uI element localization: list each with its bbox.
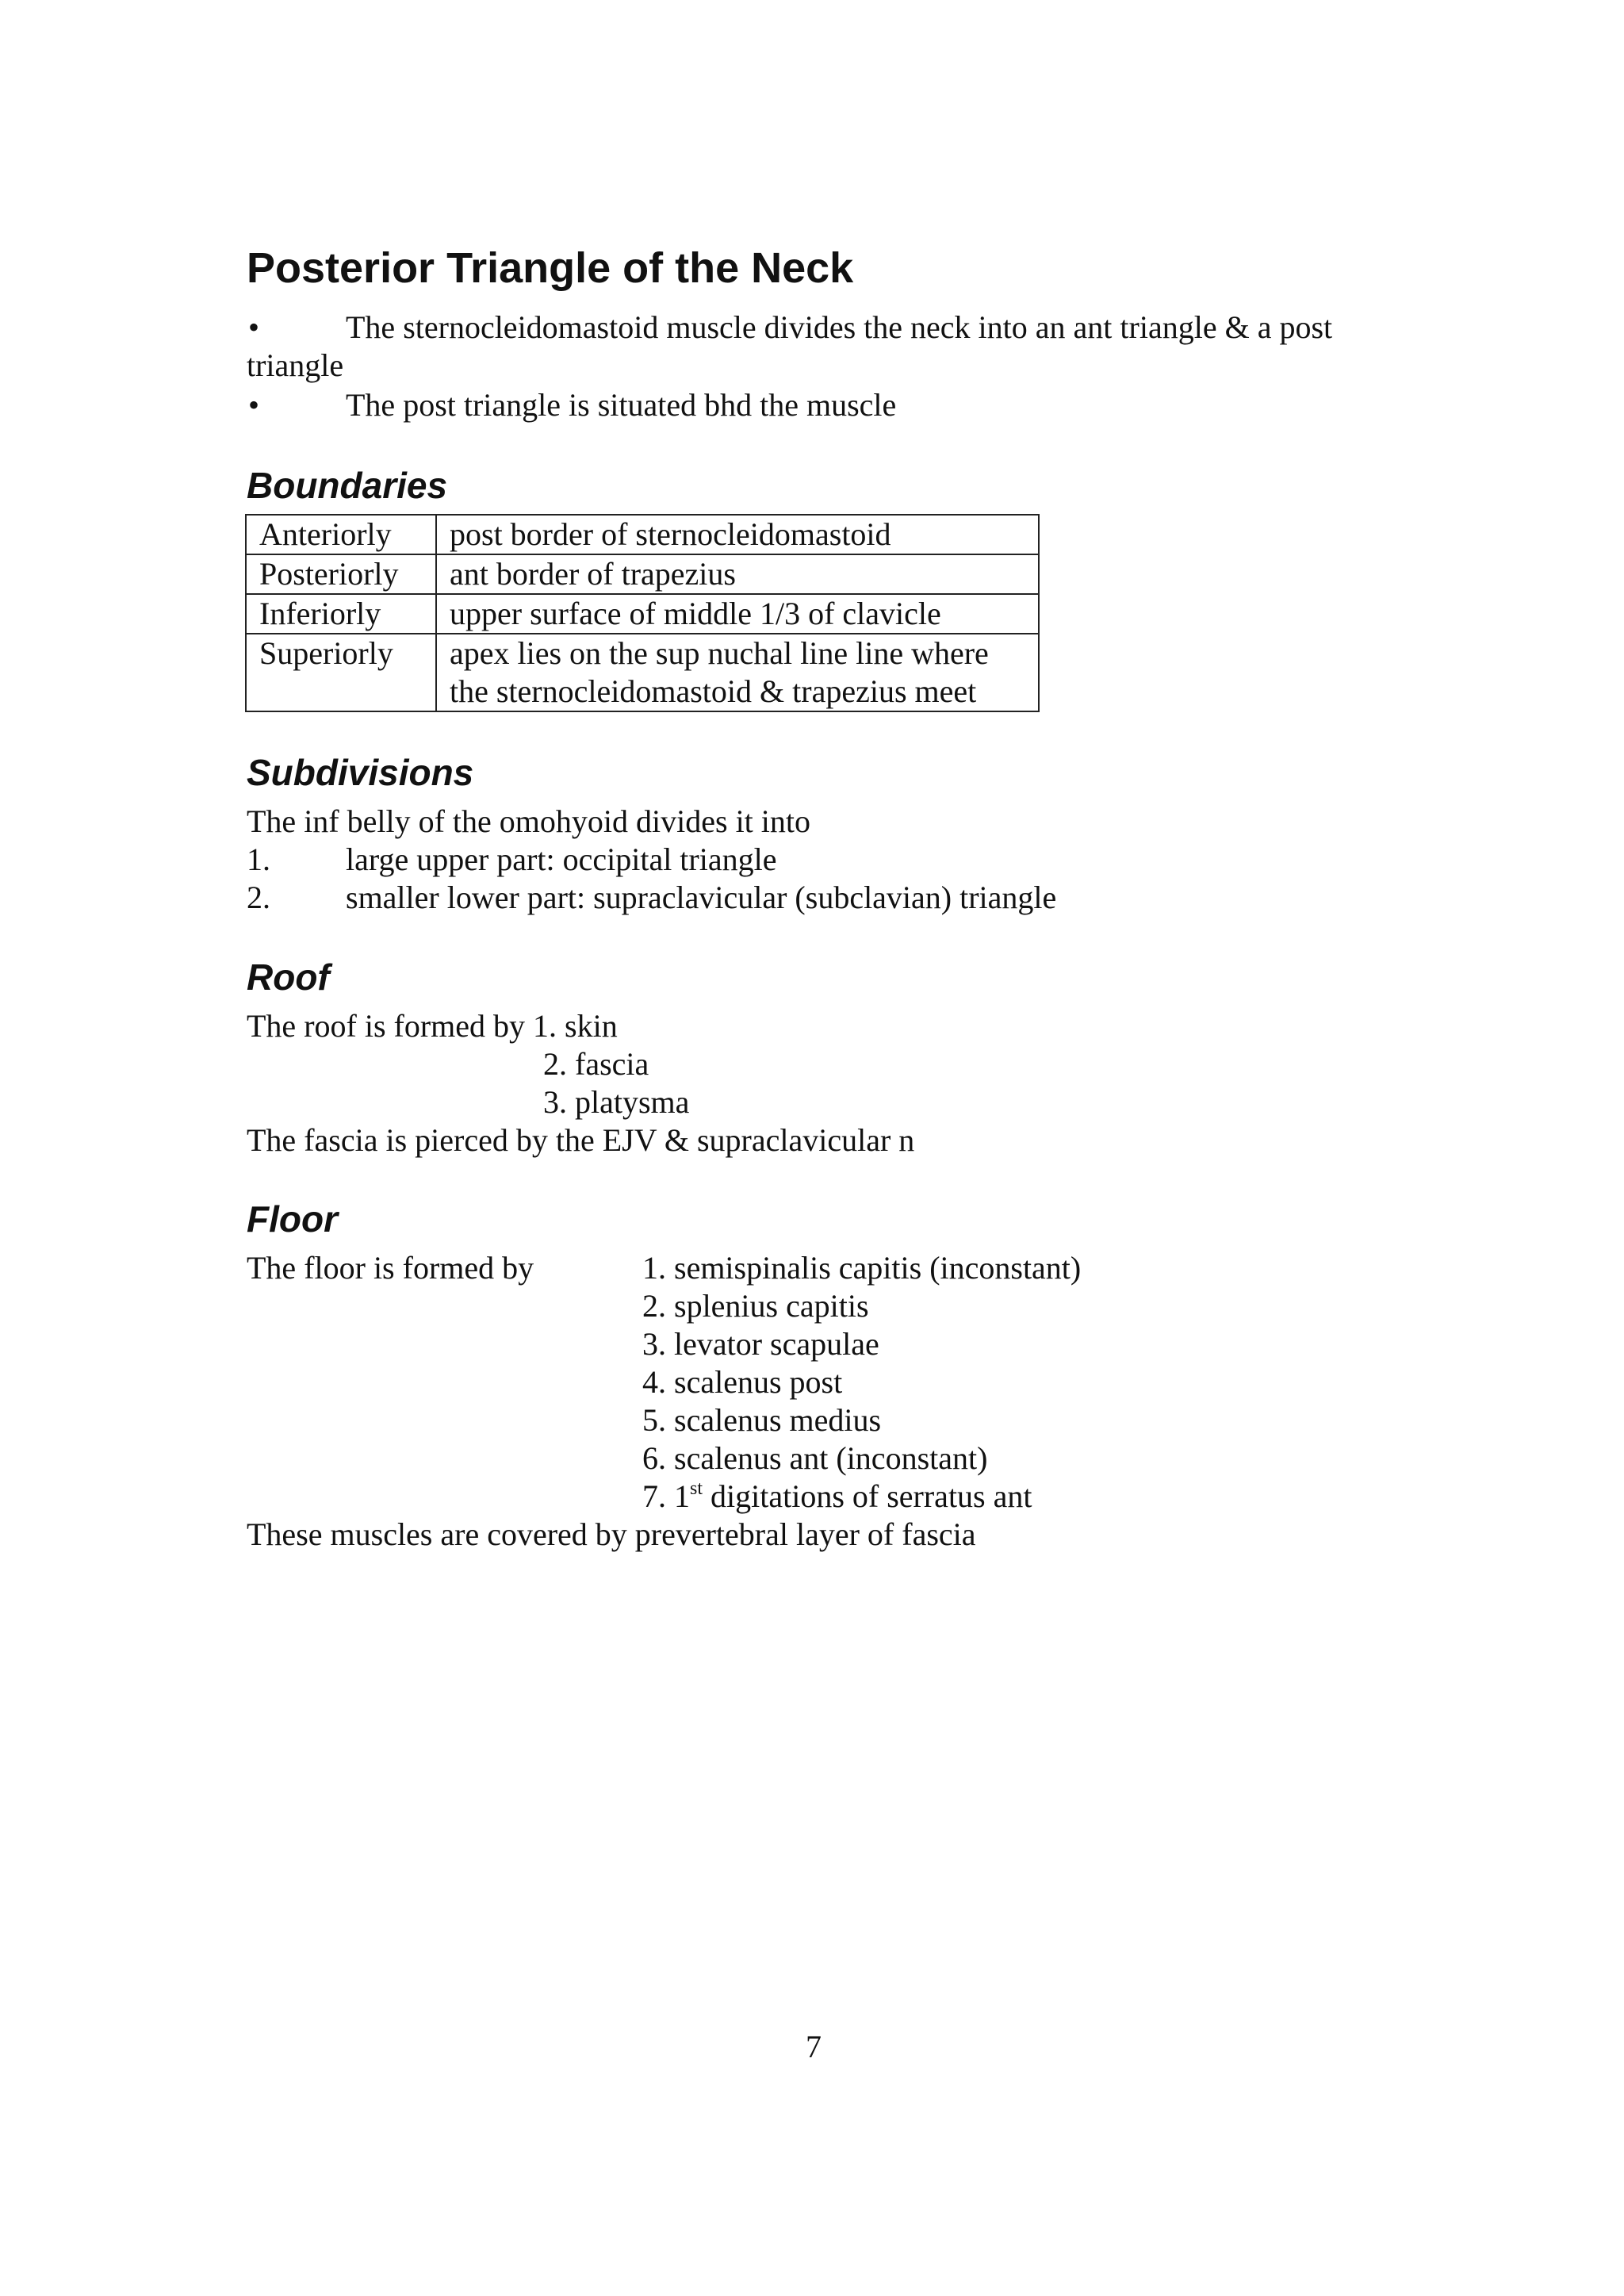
floor-item-7-prefix: 7. 1 bbox=[642, 1478, 690, 1514]
floor-item: 1. semispinalis capitis (inconstant) bbox=[642, 1250, 1082, 1286]
boundary-label: Posteriorly bbox=[246, 554, 436, 594]
subdivision-text: smaller lower part: supraclavicular (subclavian) triangle bbox=[346, 880, 1057, 915]
boundaries-heading: Boundaries bbox=[247, 465, 448, 506]
boundary-value-line: the sternocleidomastoid & trapezius meet bbox=[450, 673, 977, 709]
table-row bbox=[246, 515, 1039, 554]
boundary-value: upper surface of middle 1/3 of clavicle bbox=[436, 594, 1039, 634]
boundary-value bbox=[436, 634, 1039, 711]
roof-item: 2. fascia bbox=[543, 1046, 649, 1082]
floor-intro: The floor is formed by bbox=[247, 1250, 534, 1286]
subdivision-text: large upper part: occipital triangle bbox=[346, 841, 777, 877]
floor-item: 5. scalenus medius bbox=[642, 1402, 882, 1438]
floor-item: 6. scalenus ant (inconstant) bbox=[642, 1440, 988, 1476]
floor-item: 2. splenius capitis bbox=[642, 1288, 869, 1324]
roof-intro bbox=[247, 1007, 618, 1045]
roof-item: 3. platysma bbox=[543, 1084, 690, 1120]
roof-note: The fascia is pierced by the EJV & supraclavicular n bbox=[247, 1122, 915, 1158]
floor-item bbox=[642, 1478, 1032, 1516]
boundary-label: Superiorly bbox=[246, 634, 436, 711]
bullet-icon: • bbox=[248, 387, 260, 423]
subdivisions-intro: The inf belly of the omohyoid divides it into bbox=[247, 803, 811, 839]
boundary-value-line: apex lies on the sup nuchal line line where bbox=[450, 635, 989, 671]
subdivision-number: 1. bbox=[247, 841, 270, 877]
boundaries-table bbox=[245, 514, 1040, 712]
page-number: 7 bbox=[806, 2029, 822, 2064]
intro-bullet-2: The post triangle is situated bhd the muscle bbox=[346, 387, 897, 423]
intro-bullet-1-line-2: triangle bbox=[247, 347, 344, 383]
subdivisions-heading: Subdivisions bbox=[247, 752, 474, 793]
boundary-label: Anteriorly bbox=[246, 515, 436, 554]
floor-heading: Floor bbox=[247, 1198, 338, 1240]
floor-item-7-suffix: digitations of serratus ant bbox=[703, 1478, 1032, 1514]
floor-item: 3. levator scapulae bbox=[642, 1326, 879, 1362]
table-row bbox=[246, 634, 1039, 711]
bullet-icon: • bbox=[248, 309, 260, 345]
roof-heading: Roof bbox=[247, 956, 330, 998]
ordinal-superscript: st bbox=[690, 1478, 703, 1499]
boundary-value: post border of sternocleidomastoid bbox=[436, 515, 1039, 554]
roof-item: 1. skin bbox=[533, 1008, 618, 1044]
boundary-value: ant border of trapezius bbox=[436, 554, 1039, 594]
subdivision-number: 2. bbox=[247, 880, 270, 915]
intro-bullet-1-line-1: The sternocleidomastoid muscle divides the neck into an ant triangle & a post bbox=[346, 309, 1333, 345]
table-row bbox=[246, 554, 1039, 594]
page-title: Posterior Triangle of the Neck bbox=[247, 244, 854, 292]
boundary-label: Inferiorly bbox=[246, 594, 436, 634]
roof-intro-prefix: The roof is formed by bbox=[247, 1008, 534, 1044]
table-row bbox=[246, 594, 1039, 634]
floor-item: 4. scalenus post bbox=[642, 1364, 843, 1400]
floor-note: These muscles are covered by prevertebral layer of fascia bbox=[247, 1516, 976, 1552]
